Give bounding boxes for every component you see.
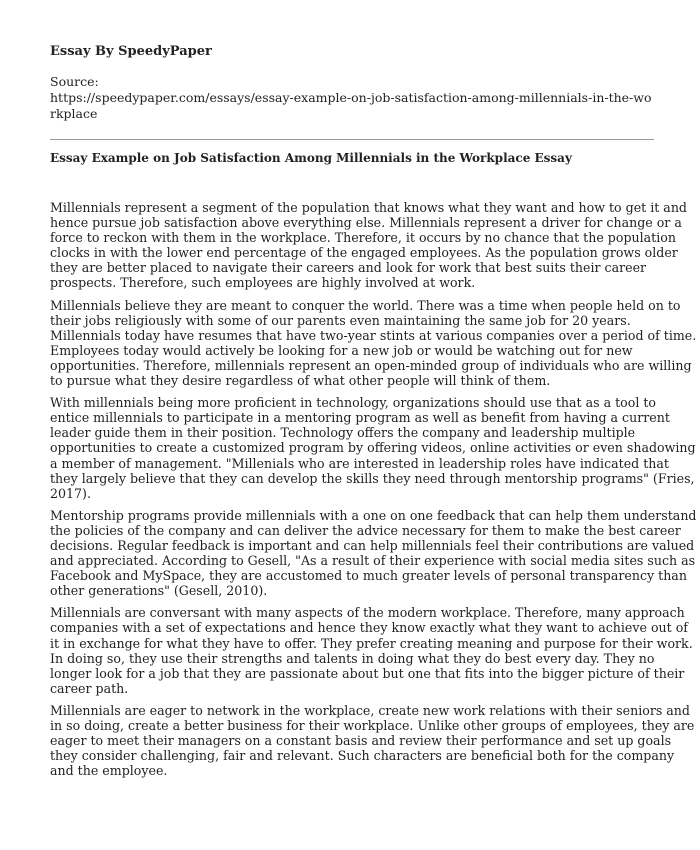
paragraph-line: their jobs religiously with some of our parents even maintaining the same job for 20 years. xyxy=(50,312,631,328)
paragraph-line: Millennials today have resumes that have two-year stints at various companies over a period of time. xyxy=(50,327,697,343)
paragraph-line: to pursue what they desire regardless of what other people will think of them. xyxy=(50,373,551,389)
paragraph-line: Millennials are eager to network in the workplace, create new work relations with their seniors and xyxy=(50,702,690,718)
paragraph-line: decisions. Regular feedback is important and can help millennials feel their contributions are valued xyxy=(50,537,695,553)
paragraph-line: entice millennials to participate in a mentoring program as well as benefit from having a current xyxy=(50,410,670,426)
paragraph-line: In doing so, they use their strengths and talents in doing what they do best every day. They no xyxy=(50,650,655,666)
paragraph-line: Millennials believe they are meant to conquer the world. There was a time when people held on to xyxy=(50,297,681,313)
paragraph-line: opportunities. Therefore, millennials represent an open-minded group of individuals who are willing xyxy=(50,357,692,373)
paragraph-line: the policies of the company and can deliver the advice necessary for them to make the best career xyxy=(50,522,681,538)
paragraph-line: and appreciated. According to Gesell, "As a result of their experience with social media sites such as xyxy=(50,553,696,569)
paragraph-line: With millennials being more proficient in technology, organizations should use that as a tool to xyxy=(50,395,656,411)
paragraph-line: in so doing, create a better business for their workplace. Unlike other groups of employees, they are xyxy=(50,718,695,733)
paragraph-line: it in exchange for what they have to offer. They prefer creating meaning and purpose for their work. xyxy=(50,635,693,651)
paragraph-line: career path. xyxy=(50,680,129,696)
paragraph-line: longer look for a job that they are passionate about but one that fits into the bigger picture of their xyxy=(50,665,685,681)
paragraph-line: 2017). xyxy=(50,485,91,501)
essay-body xyxy=(50,200,697,785)
paragraph-line: Facebook and MySpace, they are accustomed to much greater levels of personal transparency than xyxy=(50,568,687,584)
paragraph-line: other generations" (Gesell, 2010). xyxy=(50,583,268,599)
essay-paragraph xyxy=(50,297,697,389)
paragraph-line: Employees today would actively be looking for a new job or would be watching out for new xyxy=(50,342,633,358)
paragraph-line: Millennials represent a segment of the population that knows what they want and how to get it and xyxy=(50,200,687,215)
paragraph-line: eager to meet their managers on a constant basis and review their performance and set up goals xyxy=(50,733,672,749)
essay-paragraph xyxy=(50,605,693,696)
horizontal-divider xyxy=(50,139,654,140)
source-url: https://speedypaper.com/essays/essay-example-on-job-satisfaction-among-millennials-in-the-workplace xyxy=(50,90,652,121)
essay-paragraph xyxy=(50,200,687,291)
essay-title: Essay Example on Job Satisfaction Among Millennials in the Workplace Essay xyxy=(50,151,572,165)
paragraph-line: hence pursue job satisfaction above everything else. Millennials represent a driver for change or a xyxy=(50,215,682,231)
paragraph-line: they are better placed to navigate their careers and look for work that best suits their career xyxy=(50,260,647,276)
essay-paragraph xyxy=(50,395,696,501)
paragraph-line: Millennials are conversant with many aspects of the modern workplace. Therefore, many approach xyxy=(50,605,685,621)
paragraph-line: clocks in with the lower end percentage of the engaged employees. As the population grows older xyxy=(50,245,678,261)
paragraph-line: opportunities to create a customized program by offering videos, online activities or even shadowing xyxy=(50,440,696,456)
document-header-title: Essay By SpeedyPaper xyxy=(50,44,212,59)
paragraph-line: they consider challenging, fair and relevant. Such characters are beneficial both for the company xyxy=(50,748,675,764)
paragraph-line: a member of management. "Millenials who are interested in leadership roles have indicated that xyxy=(50,455,669,471)
paragraph-line: companies with a set of expectations and hence they know exactly what they want to achieve out of xyxy=(50,620,688,636)
paragraph-line: and the employee. xyxy=(50,763,168,779)
paragraph-line: Mentorship programs provide millennials with a one on one feedback that can help them understand xyxy=(50,507,697,523)
essay-paragraph xyxy=(50,702,695,779)
paragraph-line: force to reckon with them in the workplace. Therefore, it occurs by no chance that the population xyxy=(50,230,676,246)
paragraph-line: prospects. Therefore, such employees are highly involved at work. xyxy=(50,275,476,291)
paragraph-line: they largely believe that they can develop the skills they need through mentorship programs" (Fries, xyxy=(50,470,695,486)
source-label: Source: xyxy=(50,74,99,89)
essay-paragraph xyxy=(50,507,697,599)
paragraph-line: leader guide them in their position. Technology offers the company and leadership multiple xyxy=(50,425,636,441)
